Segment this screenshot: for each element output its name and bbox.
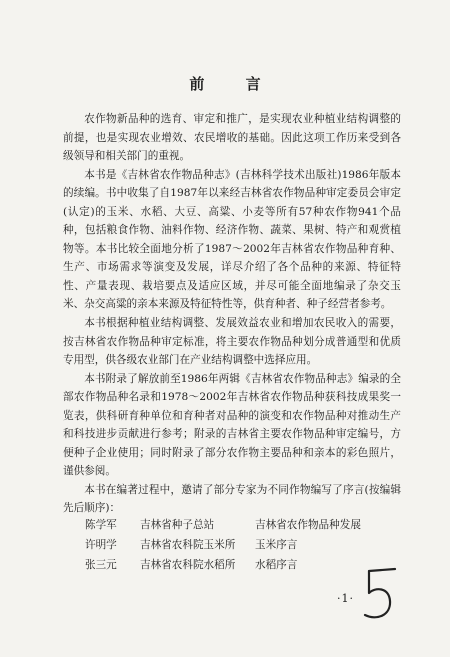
handwritten-mark [355, 565, 400, 625]
author-name: 陈学军 [85, 519, 117, 531]
page-title: 前 言 [189, 75, 279, 93]
list-item [85, 515, 415, 535]
author-unit: 吉林省种子总站 [140, 519, 215, 531]
paragraph: 本书是《吉林省农作物品种志》(吉林科学技术出版社)1986年版本的续编。书中收集了自1987年以来经吉林省农作物品种审定委员会审定(认定)的玉米、水稻、大豆、高粱、小麦等所有57种农作物941个品种，包括粮食作物、油料作物、经济作物、蔬菜、果树、特产和观赏植物等。本书比较全面地分析了1987～2002年吉林省农作物品种育种、生产、市场需求等演变及发展，详尽介绍了各个品种的来源、特征特性、产量表现、栽培要点及适应区域，并尽可能全面地编录了杂交玉米、杂交高粱的亲本来源及特征特性等，供育种者、种子经营者参考。 [63, 168, 401, 311]
paragraph: 本书根据种植业结构调整、发展效益农业和增加农民收入的需要，按吉林省农作物品种审定标准，将主要农作物品种划分成普通型和优质专用型，供各级农业部门在产业结构调整中选择应用。 [63, 317, 401, 367]
author-name: 许明学 [85, 539, 117, 551]
preface-topic: 吉林省农作物品种发展 [255, 519, 361, 531]
preface-body [63, 110, 401, 518]
paragraph: 本书在编著过程中，邀请了部分专家为不同作物编写了序言(按编辑先后顺序)： [63, 483, 401, 515]
author-unit: 吉林省农科院玉米所 [140, 539, 236, 551]
author-unit: 吉林省农科院水稻所 [140, 559, 236, 571]
author-name: 张三元 [85, 559, 117, 571]
preface-topic: 水稻序言 [255, 559, 298, 571]
page-number: ·1· [337, 592, 354, 605]
paragraph: 本书附录了解放前至1986年两辑《吉林省农作物品种志》编录的全部农作物品种名录和1978～2002年吉林省农作物品种获科技成果奖一览表，供科研育种单位和育种者对品种的演变和农作物品种对推动生产和科技进步贡献进行参考；附录的吉林省主要农作物品种审定编号，方便种子企业使用；同时附录了部分农作物主要品种和亲本的彩色照片，谨供参阅。 [63, 372, 401, 478]
list-item [85, 535, 415, 555]
preface-topic: 玉米序言 [255, 539, 298, 551]
paragraph: 农作物新品种的选育、审定和推广，是实现农业种植业结构调整的前提，也是实现农业增效、农民增收的基础。因此这项工作历来受到各级领导和相关部门的重视。 [63, 113, 401, 163]
